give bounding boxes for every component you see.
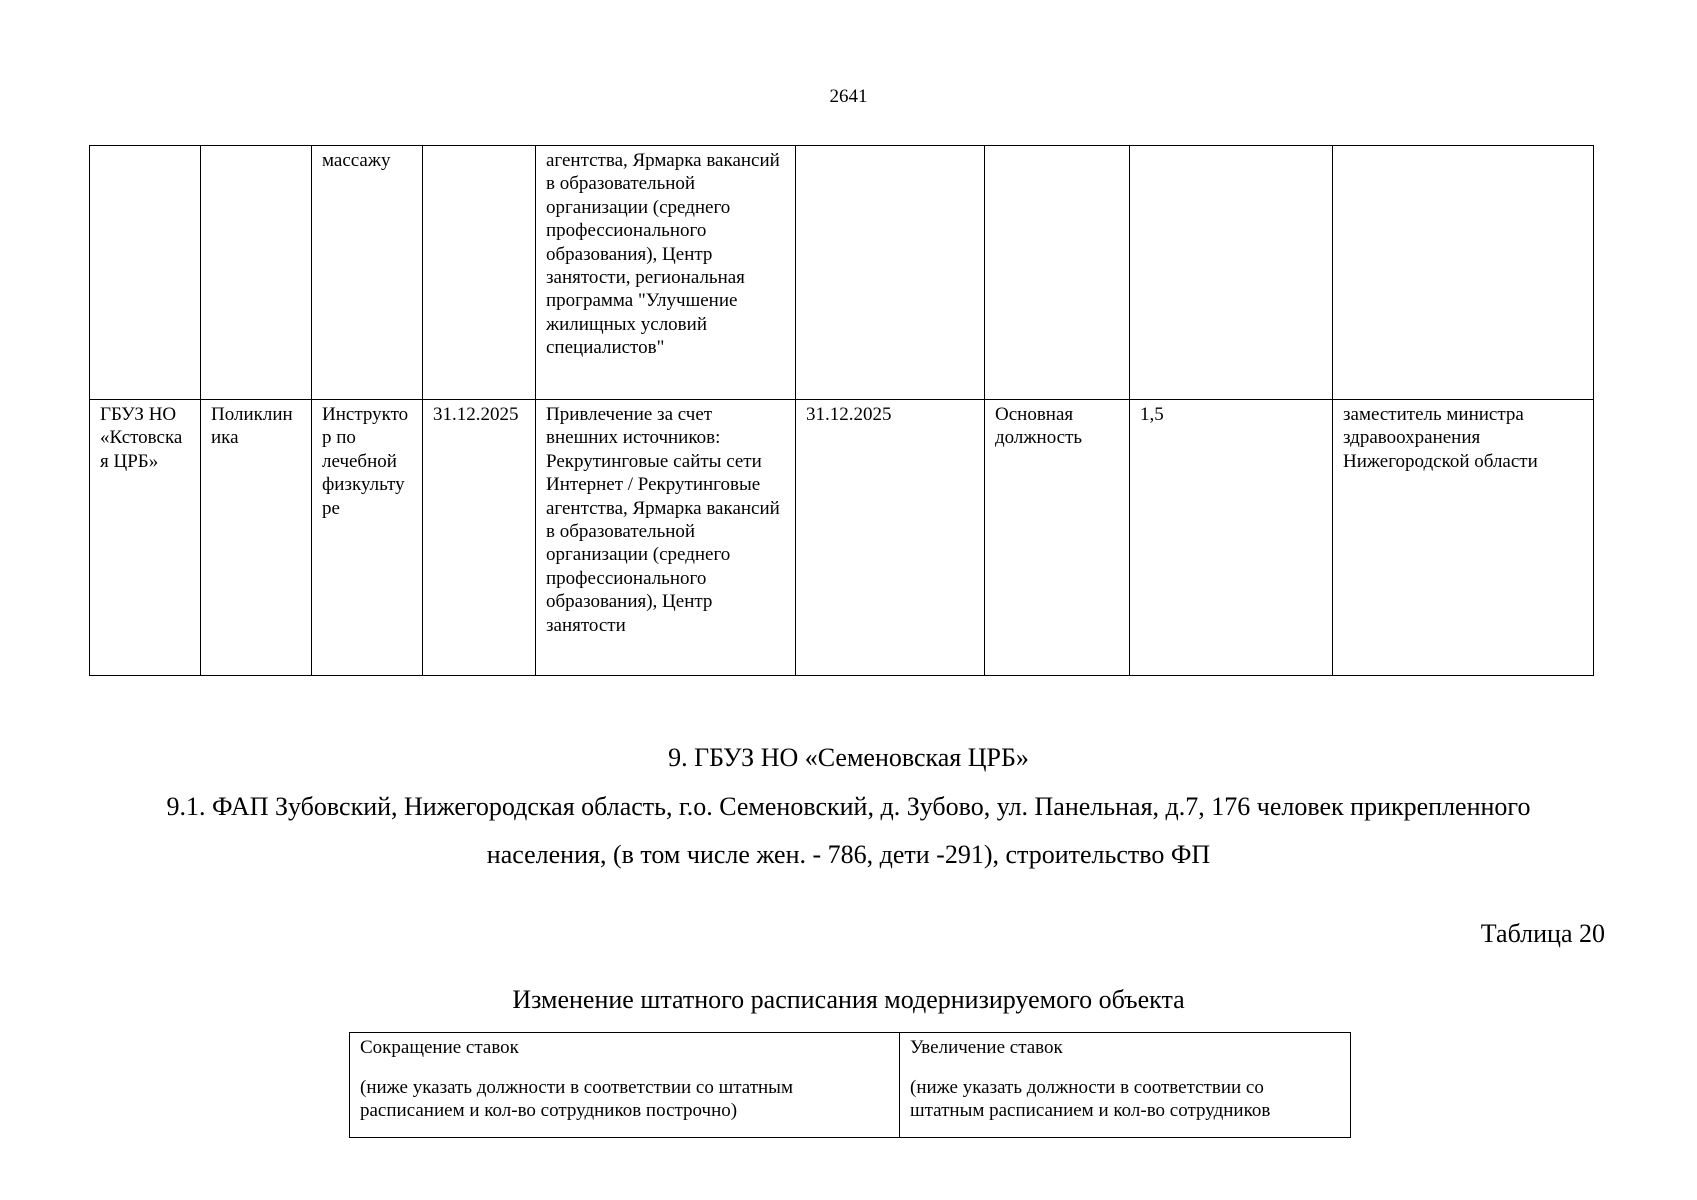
table-cell: заместитель министра здравоохранения Нижегородской области bbox=[1333, 400, 1594, 676]
subsection-heading-line1: 9.1. ФАП Зубовский, Нижегородская область, г.о. Семеновский, д. Зубово, ул. Панельная, д.7, 176 человек прикрепленного bbox=[166, 792, 1531, 821]
table-cell bbox=[985, 146, 1130, 400]
increase-cell bbox=[900, 1033, 1351, 1138]
page-number: 2641 bbox=[829, 86, 868, 107]
table-cell bbox=[201, 146, 312, 400]
table-cell bbox=[423, 146, 536, 400]
table-cell: Инструктор по лечебной физкультуре bbox=[312, 400, 423, 676]
section-heading: 9. ГБУЗ НО «Семеновская ЦРБ» bbox=[668, 743, 1029, 772]
rates-change-table bbox=[349, 1032, 1351, 1138]
reduction-header: Сокращение ставок bbox=[360, 1037, 519, 1058]
staffing-plan-table bbox=[89, 145, 1594, 676]
table-cell bbox=[90, 146, 201, 400]
increase-header: Увеличение ставок bbox=[910, 1037, 1063, 1058]
table-cell bbox=[1333, 146, 1594, 400]
table-cell: ГБУЗ НО «Кстовская ЦРБ» bbox=[90, 400, 201, 676]
table-cell: агентства, Ярмарка вакансий в образовательной организации (среднего профессионального образования), Центр занятости, региональная программа "Улучшение жилищных условий специалистов" bbox=[536, 146, 796, 400]
table-cell: Поликлиника bbox=[201, 400, 312, 676]
reduction-cell bbox=[350, 1033, 900, 1138]
table-row bbox=[90, 400, 1594, 676]
table-cell: 31.12.2025 bbox=[423, 400, 536, 676]
table-row bbox=[350, 1033, 1351, 1138]
table-title: Изменение штатного расписания модернизируемого объекта bbox=[512, 985, 1185, 1014]
table-cell: Основная должность bbox=[985, 400, 1130, 676]
table-cell bbox=[796, 146, 985, 400]
table-label: Таблица 20 bbox=[1480, 919, 1605, 948]
subsection-heading-line2: населения, (в том числе жен. - 786, дети -291), строительство ФП bbox=[486, 840, 1211, 869]
table-cell bbox=[1130, 146, 1333, 400]
increase-note: (ниже указать должности в соответствии со штатным расписанием и кол-во сотрудников bbox=[910, 1077, 1271, 1121]
reduction-note: (ниже указать должности в соответствии со штатным расписанием и кол-во сотрудников построчно) bbox=[360, 1077, 793, 1121]
table-cell: Привлечение за счет внешних источников: Рекрутинговые сайты сети Интернет / Рекрутинговые агентства, Ярмарка вакансий в образовательной организации (среднего профессионального образования), Центр занятости bbox=[536, 400, 796, 676]
table-row bbox=[90, 146, 1594, 400]
table-cell: 31.12.2025 bbox=[796, 400, 985, 676]
table-cell: массажу bbox=[312, 146, 423, 400]
table-cell: 1,5 bbox=[1130, 400, 1333, 676]
